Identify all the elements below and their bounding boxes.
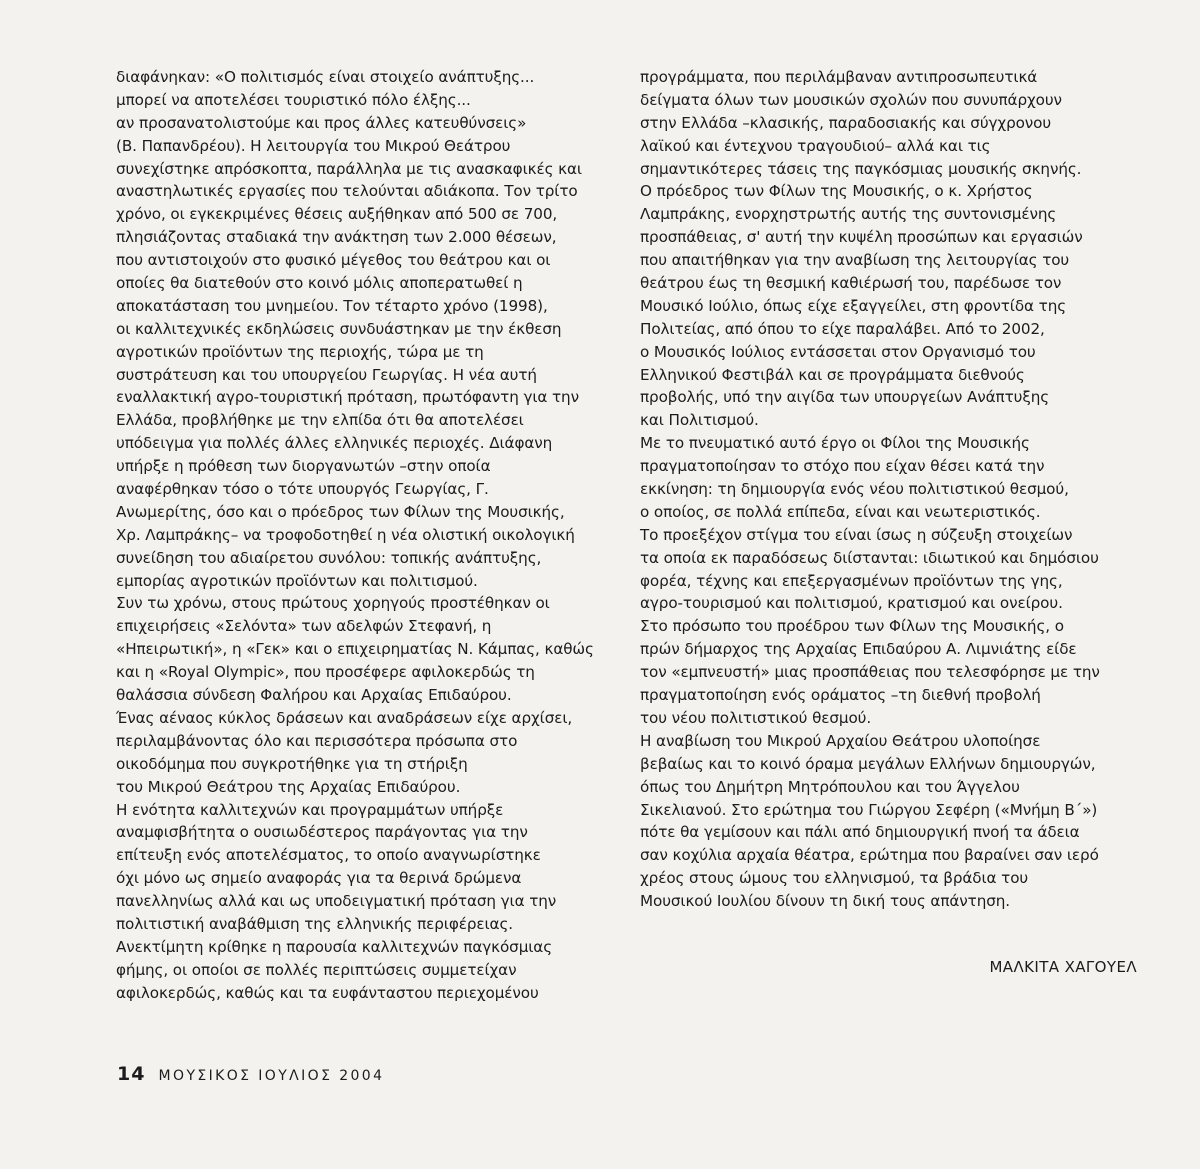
text-line: (Β. Παπανδρέου). Η λειτουργία του Μικρού Θεάτρου [116,136,511,155]
text-line: σαν κοχύλια αρχαία θέατρα, ερώτημα που βαραίνει σαν ιερό [640,846,1099,865]
text-line: οποίες θα διατεθούν στο κοινό μόλις αποπερατωθεί η [116,274,523,293]
text-line: λαϊκού και έντεχνου τραγουδιού– αλλά και τις [640,136,991,155]
text-line: ο Μουσικός Ιούλιος εντάσσεται στον Οργανισμό του [640,342,1036,361]
text-line: του νέου πολιτιστικού θεσμού. [640,708,872,727]
text-line: επίτευξη ενός αποτελέσματος, το οποίο αναγνωρίστηκε [116,846,541,865]
text-line: όχι μόνο ως σημείο αναφοράς για τα θερινά δρώμενα [116,869,522,888]
text-line: Ανωμερίτης, όσο και ο πρόεδρος των Φίλων της Μουσικής, [116,502,565,521]
text-line: Ελλάδα, προβλήθηκε με την ελπίδα ότι θα αποτελέσει [116,411,524,430]
text-line: Χρ. Λαμπράκης– να τροφοδοτηθεί η νέα ολιστική οικολογική [116,525,575,544]
text-line: αφιλοκερδώς, καθώς και τα ευφάνταστου περιεχομένου [116,983,539,1002]
right-text-column [640,66,1140,913]
text-line: Ένας αέναος κύκλος δράσεων και αναδράσεων είχε αρχίσει, [116,708,573,727]
text-line: πολιτιστική αναβάθμιση της ελληνικής περιφέρειας. [116,914,514,933]
text-line: πανελληνίως αλλά και ως υποδειγματική πρόταση για την [116,892,557,911]
page-number: 14 [117,1063,146,1085]
text-line: επιχειρήσεις «Σελόντα» των αδελφών Στεφανή, η [116,617,492,636]
text-line: χρέος στους ώμους του ελληνισμού, τα βράδια του [640,869,1029,888]
text-line: Με το πνευματικό αυτό έργο οι Φίλοι της Μουσικής [640,434,1030,453]
text-line: υπήρξε η πρόθεση των διοργανωτών –στην οποία [116,457,491,476]
text-line: αναστηλωτικές εργασίες που τελούνται αδιάκοπα. Τον τρίτο [116,182,578,201]
text-line: πραγματοποίησαν το στόχο που είχαν θέσει κατά την [640,457,1045,476]
text-line: αποκατάσταση του μνημείου. Τον τέταρτο χρόνο (1998), [116,296,548,315]
text-line: πραγματοποίηση ενός οράματος –τη διεθνή προβολή [640,686,1041,705]
text-line: οικοδόμημα που συγκροτήθηκε για τη στήριξη [116,754,468,773]
text-line: φορέα, τέχνης και επεξεργασμένων προϊόντων της γης, [640,571,1063,590]
text-line: Πολιτείας, από όπου το είχε παραλάβει. Από το 2002, [640,319,1045,338]
text-line: όπως του Δημήτρη Μητρόπουλου και του Άγγελου [640,777,1020,796]
text-line: και η «Royal Olympic», που προσέφερε αφιλοκερδώς τη [116,663,535,682]
text-line: Ανεκτίμητη κρίθηκε η παρουσία καλλιτεχνών παγκόσμιας [116,937,553,956]
text-line: Η ενότητα καλλιτεχνών και προγραμμάτων υπήρξε [116,800,504,819]
text-line: συνείδηση του αδιαίρετου συνόλου: τοπικής ανάπτυξης, [116,548,542,567]
text-line: τα οποία εκ παραδόσεως διίστανται: ιδιωτικού και δημόσιου [640,548,1099,567]
text-line: χρόνο, οι εγκεκριμένες θέσεις αυξήθηκαν από 500 σε 700, [116,205,558,224]
text-line: περιλαμβάνοντας όλο και περισσότερα πρόσωπα στο [116,731,518,750]
text-line: θεάτρου έως τη θεσμική καθιέρωσή του, παρέδωσε τον [640,274,1062,293]
text-line: αγρο-τουρισμού και πολιτισμού, κρατισμού και ονείρου. [640,594,1063,613]
text-line: στην Ελλάδα –κλασικής, παραδοσιακής και σύγχρονου [640,113,1052,132]
text-line: μπορεί να αποτελέσει τουριστικό πόλο έλξης... [116,90,471,109]
text-line: του Μικρού Θεάτρου της Αρχαίας Επιδαύρου. [116,777,461,796]
text-line: ο οποίος, σε πολλά επίπεδα, είναι και νεωτεριστικός. [640,502,1041,521]
text-line: αγροτικών προϊόντων της περιοχής, τώρα με τη [116,342,484,361]
text-line: Στο πρόσωπο του προέδρου των Φίλων της Μουσικής, ο [640,617,1064,636]
text-line: υπόδειγμα για πολλές άλλες ελληνικές περιοχές. Διάφανη [116,434,553,453]
text-line: «Ηπειρωτική», η «Γεκ» και ο επιχειρηματίας Ν. Κάμπας, καθώς [116,640,594,659]
text-line: Συν τω χρόνω, στους πρώτους χορηγούς προστέθηκαν οι [116,594,550,613]
publication-title: ΜΟΥΣΙΚΟΣ ΙΟΥΛΙΟΣ 2004 [158,1068,385,1084]
text-line: διαφάνηκαν: «Ο πολιτισμός είναι στοιχείο ανάπτυξης... [116,68,535,86]
text-line: προβολής, υπό την αιγίδα των υπουργείων Ανάπτυξης [640,388,1050,407]
text-line: συστράτευση και του υπουργείου Γεωργίας. Η νέα αυτή [116,365,537,384]
page-footer [117,1063,384,1085]
text-line: συνεχίστηκε απρόσκοπτα, παράλληλα με τις ανασκαφικές και [116,159,582,178]
text-line: πότε θα γεμίσουν και πάλι από δημιουργική πνοή τα άδεια [640,823,1080,842]
text-line: εκκίνηση: τη δημιουργία ενός νέου πολιτιστικού θεσμού, [640,480,1069,499]
text-line: θαλάσσια σύνδεση Φαλήρου και Αρχαίας Επιδαύρου. [116,686,512,705]
author-signature: ΜΑΛΚΙΤΑ ΧΑΓΟΥΕΛ [989,958,1137,976]
text-line: προγράμματα, που περιλάμβαναν αντιπροσωπευτικά [640,68,1038,86]
text-line: Σικελιανού. Στο ερώτημα του Γιώργου Σεφέρη («Μνήμη Β΄») [640,800,1098,819]
left-text-column [116,66,616,1005]
text-line: Ελληνικού Φεστιβάλ και σε προγράμματα διεθνούς [640,365,1025,384]
text-line: Η αναβίωση του Μικρού Αρχαίου Θεάτρου υλοποίησε [640,731,1041,750]
text-line: αν προσανατολιστούμε και προς άλλες κατευθύνσεις» [116,113,527,132]
text-line: σημαντικότερες τάσεις της παγκόσμιας μουσικής σκηνής. [640,159,1082,178]
text-line: Μουσικού Ιουλίου δίνουν τη δική τους απάντηση. [640,892,1011,911]
text-line: αναμφισβήτητα ο ουσιωδέστερος παράγοντας για την [116,823,528,842]
text-line: προσπάθειας, σ' αυτή την κυψέλη προσώπων και εργασιών [640,228,1083,247]
text-line: πλησιάζοντας σταδιακά την ανάκτηση των 2.000 θέσεων, [116,228,557,247]
text-line: εναλλακτική αγρο-τουριστική πρόταση, πρωτόφαντη για την [116,388,579,407]
text-line: που απαιτήθηκαν για την αναβίωση της λειτουργίας του [640,251,1070,270]
text-line: οι καλλιτεχνικές εκδηλώσεις συνδυάστηκαν με την έκθεση [116,319,562,338]
text-line: βεβαίως και το κοινό όραμα μεγάλων Ελλήνων δημιουργών, [640,754,1096,773]
text-line: φήμης, οι οποίοι σε πολλές περιπτώσεις συμμετείχαν [116,960,517,979]
text-line: εμπορίας αγροτικών προϊόντων και πολιτισμού. [116,571,478,590]
text-line: και Πολιτισμού. [640,411,759,430]
text-line: πρών δήμαρχος της Αρχαίας Επιδαύρου Α. Λιμνιάτης είδε [640,640,1077,659]
text-line: αναφέρθηκαν τόσο ο τότε υπουργός Γεωργίας, Γ. [116,480,489,499]
text-line: Το προεξέχον στίγμα του είναι ίσως η σύζευξη στοιχείων [640,525,1073,544]
text-line: που αντιστοιχούν στο φυσικό μέγεθος του θεάτρου και οι [116,251,551,270]
text-line: δείγματα όλων των μουσικών σχολών που συνυπάρχουν [640,90,1062,109]
text-line: Λαμπράκης, ενορχηστρωτής αυτής της συντονισμένης [640,205,1057,224]
text-line: Μουσικό Ιούλιο, όπως είχε εξαγγείλει, στη φροντίδα της [640,296,1067,315]
text-line: Ο πρόεδρος των Φίλων της Μουσικής, ο κ. Χρήστος [640,182,1033,201]
text-line: τον «εμπνευστή» μιας προσπάθειας που τελεσφόρησε με την [640,663,1100,682]
